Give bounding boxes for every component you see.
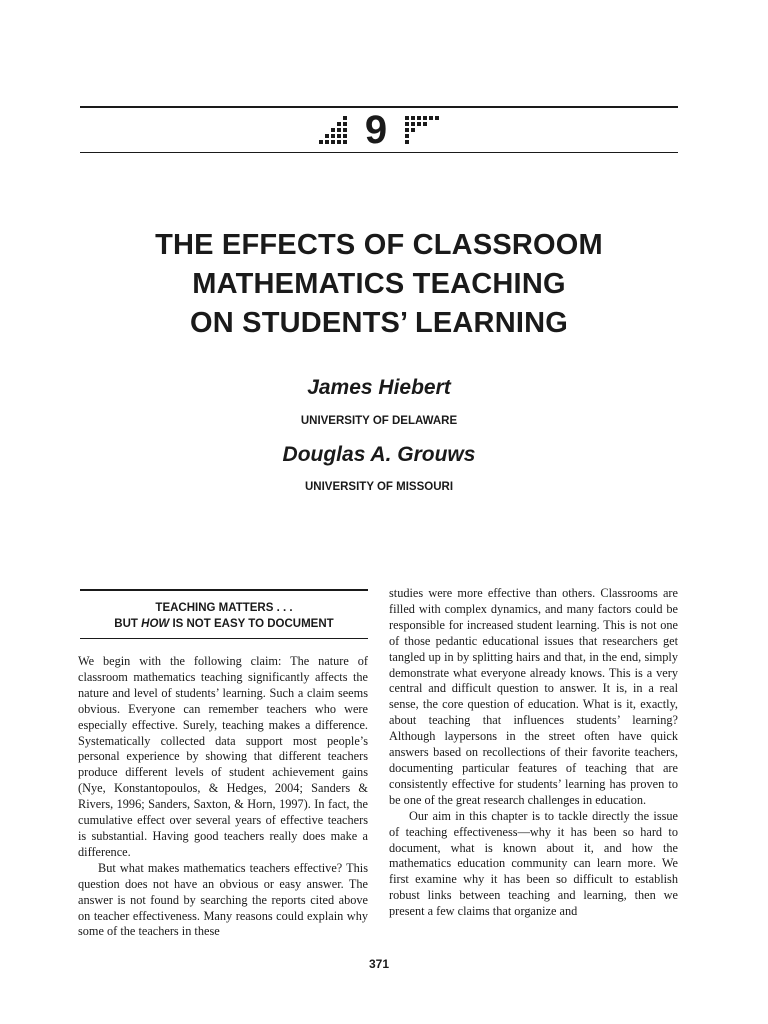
chapter-title-line: MATHEMATICS TEACHING (192, 268, 566, 300)
section-heading-emphasis: HOW (141, 618, 170, 630)
body-paragraph: studies were more effective than others. Classrooms are filled with complex dynamics, and many factors could be responsible for increased student learning. This is not one of those pedantic educational issues that researchers get tangled up in by splitting hairs and that, in the end, simply demonstrate what everyone already knows. This is a very central and difficult question to answer. It is, in a real sense, the core question of education. What is it, exactly, about teaching that influences students’ learning? Although laypersons in the street often have quick answers based on recollections of their favorite teachers, documenting particular features of teaching that are consistently effective for students’ learning has proven to be one of the great research challenges in education. (389, 586, 678, 807)
author-affiliation: UNIVERSITY OF MISSOURI (304, 481, 454, 493)
chapter-title-line: THE EFFECTS OF CLASSROOM (155, 229, 603, 261)
section-heading (80, 591, 368, 638)
chapter-number: 9 (364, 108, 388, 152)
author-name: Douglas A. Grouws (282, 443, 476, 466)
chapter-rule (80, 152, 678, 153)
chapter-ornament-left (319, 116, 347, 144)
body-column-right (389, 586, 678, 920)
chapter-title-line: ON STUDENTS’ LEARNING (190, 307, 568, 339)
author-name: James Hiebert (307, 376, 451, 399)
section-heading-line: BUT HOW IS NOT EASY TO DOCUMENT (114, 618, 334, 630)
body-paragraph: But what makes mathematics teachers effective? This question does not have an obvious or easy answer. The answer is not found by searching the reports cited above on teacher effectiveness. Many reasons could explain why some of the teachers in these (78, 860, 368, 939)
body-paragraph: Our aim in this chapter is to tackle directly the issue of teaching effectiveness—why it has been so hard to document, what is known about it, and how the mathematics education community can learn more. We first examine why it has been so difficult to establish robust links between teaching and learning, then we present a few claims that organize and (389, 808, 678, 919)
body-column-left (78, 654, 368, 940)
chapter-ornament-right (405, 116, 439, 144)
section-heading-line: TEACHING MATTERS . . . (155, 602, 293, 614)
chapter-title (80, 226, 678, 343)
author-affiliation: UNIVERSITY OF DELAWARE (300, 415, 458, 427)
section-heading-box (80, 589, 368, 639)
chapter-header (80, 108, 678, 152)
body-paragraph: We begin with the following claim: The nature of classroom mathematics teaching significantly affects the nature and level of students’ learning. Such a claim seems obvious. Everyone can remember teachers who were especially effective. Surely, teaching makes a difference. Systematically collected data support most people’s personal experience by showing that different teachers produce different levels of student achievement gains (Nye, Konstantopoulos, & Hedges, 2004; Sanders & Rivers, 1996; Sanders, Saxton, & Horn, 1997). In fact, the cumulative effect over several years of effective teachers is substantial. Having good teachers really does make a difference. (78, 654, 368, 859)
page-number: 371 (368, 957, 390, 971)
